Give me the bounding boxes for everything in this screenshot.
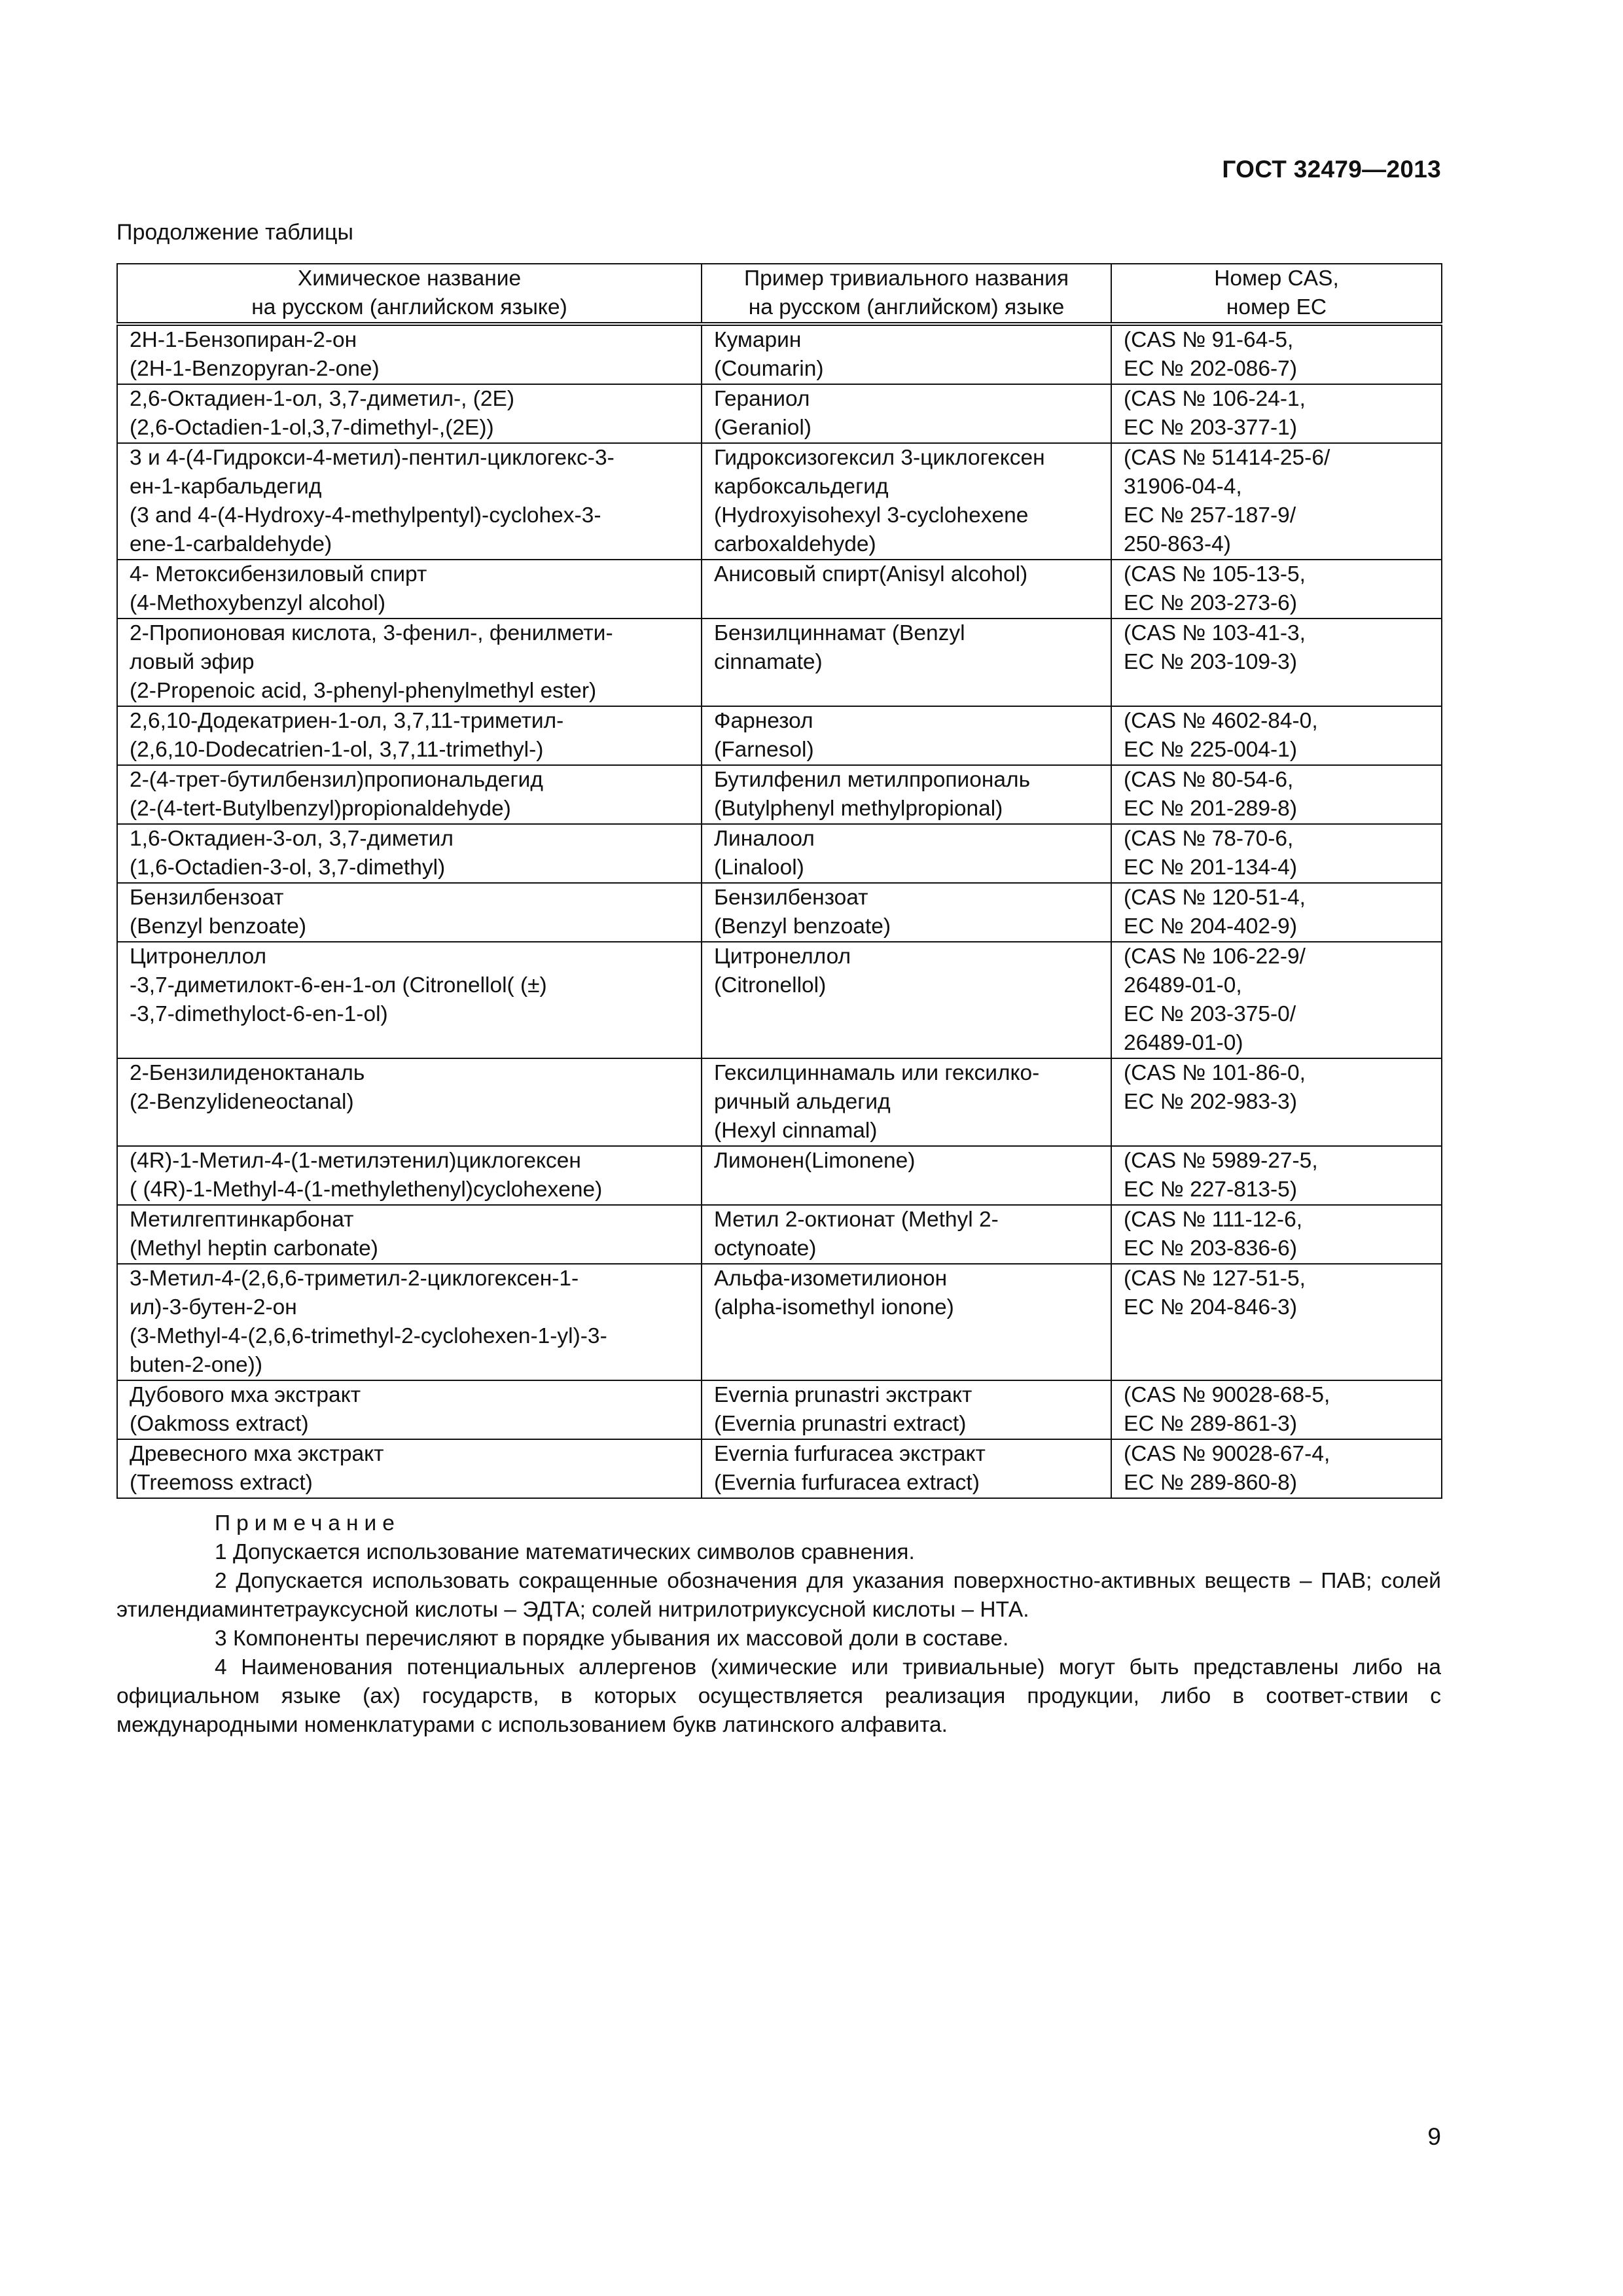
cell-line: (4R)-1-Метил-4-(1-метилэтенил)циклогексен [130,1149,581,1173]
table-caption: Продолжение таблицы [116,220,353,245]
trivial-name-cell [702,1264,1111,1380]
cell-line: 3 и 4-(4-Гидрокси-4-метил)-пентил-циклогекс-3- [130,446,615,470]
trivial-name-cell [702,942,1111,1058]
cell-line: 4- Метоксибензиловый спирт [130,562,427,586]
chemical-name-cell [117,619,702,706]
cell-line: Анисовый спирт(Anisyl alcohol) [714,562,1028,586]
cell-line: 2,6-Октадиен-1-ол, 3,7-диметил-, (2E) [130,387,515,411]
cell-line: (Butylphenyl methylpropional) [714,797,1003,821]
cell-line: carboxaldehyde) [714,532,876,556]
cell-line: (CAS № 51414-25-6/ [1124,446,1330,470]
trivial-name-cell [702,883,1111,942]
column-header-3 [1111,264,1442,324]
trivial-name-cell [702,1146,1111,1205]
cell-line: (2-Propenoic acid, 3-phenyl-phenylmethyl ester) [130,679,597,703]
column-header-2 [702,264,1111,324]
chemical-name-cell [117,384,702,443]
table-row [117,1058,1442,1146]
cell-line: (CAS № 106-22-9/ [1124,944,1306,969]
cell-line: (CAS № 106-24-1, [1124,387,1306,411]
cas-ec-cell [1111,1146,1442,1205]
trivial-name-cell [702,1058,1111,1146]
trivial-name-cell [702,1380,1111,1439]
table-row [117,443,1442,560]
trivial-name-cell [702,324,1111,384]
cell-line: Evernia furfuracea экстракт [714,1442,986,1466]
column-header-1 [117,264,702,324]
cell-line: octynoate) [714,1236,817,1261]
cell-line: (Methyl heptin carbonate) [130,1236,378,1261]
table-row [117,1205,1442,1264]
cell-line: (Treemoss extract) [130,1471,313,1495]
cell-line: EC № 202-983-3) [1124,1090,1297,1114]
chemical-name-cell [117,443,702,560]
cell-line: (Citronellol) [714,973,827,997]
trivial-name-cell [702,560,1111,619]
cas-ec-cell [1111,619,1442,706]
chemical-name-cell [117,1205,702,1264]
note-item-4: 4 Наименования потенциальных аллергенов (химические или тривиальные) могут быть представлены либо на официальном языке (ах) государств, в которых осуществляется реализация продукции, либо в соответ-ствии с международными номенклатурами с использованием букв латинского алфавита. [116,1655,1441,1737]
cell-line: Бензилбензоат [714,886,868,910]
cell-line: (CAS № 91-64-5, [1124,328,1294,352]
notes-section [116,1509,1441,1740]
cell-line: (1,6-Octadien-3-ol, 3,7-dimethyl) [130,855,446,880]
cell-line: EC № 204-846-3) [1124,1295,1297,1319]
cell-line: (2,6,10-Dodecatrien-1-ol, 3,7,11-trimethyl-) [130,738,544,762]
table-body [117,324,1442,1498]
cell-line: Evernia prunastri экстракт [714,1383,972,1407]
cell-line: (Hydroxyisohexyl 3-cyclohexene [714,503,1029,528]
cell-line: (CAS № 101-86-0, [1124,1061,1306,1085]
cell-line: ил)-3-бутен-2-он [130,1295,297,1319]
cell-line: 2H-1-Бензопиран-2-он [130,328,357,352]
cell-line: (Coumarin) [714,357,824,381]
cas-ec-cell [1111,883,1442,942]
note-item-2: 2 Допускается использовать сокращенные обозначения для указания поверхностно-активных веществ – ПАВ; солей этилендиаминтетрауксусной кислоты – ЭДТА; солей нитрилотриуксусной кислоты – НТА. [116,1569,1441,1622]
cell-line: 2-Бензилиденоктаналь [130,1061,365,1085]
cell-line: ен-1-карбальдегид [130,475,322,499]
cell-line: Альфа-изометилионон [714,1266,948,1291]
cell-line: EC № 257-187-9/ [1124,503,1296,528]
chemical-name-cell [117,324,702,384]
cell-line: Бензилбензоат [130,886,284,910]
cell-line: (CAS № 5989-27-5, [1124,1149,1318,1173]
cell-line: Кумарин [714,328,802,352]
cell-line: Фарнезол [714,709,813,733]
cell-line: EC № 203-836-6) [1124,1236,1297,1261]
cell-line: EC № 225-004-1) [1124,738,1297,762]
cell-line: EC № 201-289-8) [1124,797,1297,821]
table-row [117,384,1442,443]
cell-line: (Farnesol) [714,738,814,762]
table-row [117,324,1442,384]
cell-line: (CAS № 111-12-6, [1124,1208,1303,1232]
header-line: Номер CAS, [1214,266,1339,291]
trivial-name-cell [702,706,1111,765]
cell-line: Лимонен(Limonene) [714,1149,916,1173]
cas-ec-cell [1111,1380,1442,1439]
cell-line: (CAS № 103-41-3, [1124,621,1306,645]
cell-line: (CAS № 78-70-6, [1124,827,1294,851]
cell-line: (2H-1-Benzopyran-2-one) [130,357,380,381]
cas-ec-cell [1111,560,1442,619]
page-number: 9 [1427,2123,1441,2150]
cell-line: 3-Метил-4-(2,6,6-триметил-2-циклогексен-1- [130,1266,579,1291]
table-row [117,1380,1442,1439]
chemical-name-cell [117,765,702,824]
chemical-name-cell [117,1380,702,1439]
cell-line: (Linalool) [714,855,804,880]
header-line: номер ЕС [1226,295,1327,319]
chemical-name-cell [117,1146,702,1205]
cell-line: -3,7-dimethyloct-6-en-1-ol) [130,1002,388,1026]
cas-ec-cell [1111,443,1442,560]
trivial-name-cell [702,765,1111,824]
cell-line: 31906-04-4, [1124,475,1242,499]
chemical-name-cell [117,942,702,1058]
cas-ec-cell [1111,824,1442,883]
table-row [117,706,1442,765]
cell-line: 26489-01-0) [1124,1031,1243,1055]
cell-line: EC № 204-402-9) [1124,914,1297,939]
notes-title: Примечание [215,1511,401,1535]
header-line: на русском (английском) языке [748,295,1065,319]
table-row [117,824,1442,883]
trivial-name-cell [702,1205,1111,1264]
cell-line: карбоксальдегид [714,475,889,499]
cas-ec-cell [1111,384,1442,443]
cell-line: (4-Methoxybenzyl alcohol) [130,591,386,615]
cell-line: (CAS № 90028-68-5, [1124,1383,1330,1407]
cell-line: (CAS № 80-54-6, [1124,768,1294,792]
cell-line: Цитронеллол [714,944,851,969]
trivial-name-cell [702,384,1111,443]
cell-line: (alpha-isomethyl ionone) [714,1295,954,1319]
table-row [117,560,1442,619]
cas-ec-cell [1111,1205,1442,1264]
table-row [117,1264,1442,1380]
header-line: Химическое название [297,266,522,291]
cell-line: Гераниол [714,387,810,411]
table-row [117,765,1442,824]
cell-line: 26489-01-0, [1124,973,1242,997]
cell-line: (Benzyl benzoate) [130,914,307,939]
cell-line: Гексилциннамаль или гексилко- [714,1061,1040,1085]
chemical-name-cell [117,560,702,619]
trivial-name-cell [702,619,1111,706]
cell-line: 1,6-Октадиен-3-ол, 3,7-диметил [130,827,454,851]
cell-line: (Oakmoss extract) [130,1412,309,1436]
cell-line: EC № 203-375-0/ [1124,1002,1296,1026]
cas-ec-cell [1111,1264,1442,1380]
header-line: Пример тривиального названия [744,266,1069,291]
cell-line: (Benzyl benzoate) [714,914,891,939]
chemical-name-cell [117,883,702,942]
cell-line: 2-(4-трет-бутилбензил)пропиональдегид [130,768,543,792]
document-code: ГОСТ 32479—2013 [1222,156,1441,183]
cell-line: Древесного мха экстракт [130,1442,384,1466]
note-item-1: 1 Допускается использование математических символов сравнения. [215,1540,915,1564]
cell-line: 2-Пропионовая кислота, 3-фенил-, фенилмети- [130,621,613,645]
cell-line: (3-Methyl-4-(2,6,6-trimethyl-2-cyclohexen-1-yl)-3- [130,1324,607,1348]
cell-line: ричный альдегид [714,1090,891,1114]
cell-line: (Geraniol) [714,416,812,440]
cell-line: ene-1-carbaldehyde) [130,532,332,556]
cas-ec-cell [1111,706,1442,765]
cell-line: Гидроксизогексил 3-циклогексен [714,446,1045,470]
cell-line: EC № 203-377-1) [1124,416,1297,440]
chemical-name-cell [117,1439,702,1498]
cell-line: EC № 201-134-4) [1124,855,1297,880]
table-row [117,1146,1442,1205]
cell-line: EC № 289-860-8) [1124,1471,1297,1495]
cell-line: (CAS № 120-51-4, [1124,886,1306,910]
trivial-name-cell [702,443,1111,560]
cell-line: (2,6-Octadien-1-ol,3,7-dimethyl-,(2E)) [130,416,494,440]
cell-line: (CAS № 4602-84-0, [1124,709,1318,733]
note-item-3: 3 Компоненты перечисляют в порядке убывания их массовой доли в составе. [215,1626,1009,1651]
cell-line: (CAS № 90028-67-4, [1124,1442,1330,1466]
cell-line: ( (4R)-1-Methyl-4-(1-methylethenyl)cyclohexene) [130,1177,603,1202]
cell-line: Бутилфенил метилпропиональ [714,768,1031,792]
trivial-name-cell [702,1439,1111,1498]
cell-line: EC № 289-861-3) [1124,1412,1297,1436]
chemical-name-cell [117,1058,702,1146]
cell-line: (2-(4-tert-Butylbenzyl)propionaldehyde) [130,797,511,821]
cell-line: 250-863-4) [1124,532,1231,556]
cell-line: EC № 227-813-5) [1124,1177,1297,1202]
cas-ec-cell [1111,942,1442,1058]
allergens-table [116,263,1442,1499]
cell-line: Дубового мха экстракт [130,1383,361,1407]
cell-line: 2,6,10-Додекатриен-1-ол, 3,7,11-триметил- [130,709,564,733]
table-row [117,619,1442,706]
table-row [117,1439,1442,1498]
cell-line: EC № 203-273-6) [1124,591,1297,615]
cell-line: buten-2-one)) [130,1353,262,1377]
cell-line: (Evernia prunastri extract) [714,1412,967,1436]
chemical-name-cell [117,706,702,765]
trivial-name-cell [702,824,1111,883]
cell-line: Бензилциннамат (Benzyl [714,621,965,645]
cell-line: EC № 203-109-3) [1124,650,1297,674]
table-header-row [117,264,1442,324]
cell-line: (Evernia furfuracea extract) [714,1471,980,1495]
cell-line: ловый эфир [130,650,255,674]
cell-line: -3,7-диметилокт-6-ен-1-ол (Citronellol( (±) [130,973,547,997]
cell-line: Метил 2-октионат (Methyl 2- [714,1208,999,1232]
cell-line: (CAS № 127-51-5, [1124,1266,1306,1291]
cell-line: (2-Benzylideneoctanal) [130,1090,354,1114]
cell-line: (Hexyl cinnamal) [714,1119,878,1143]
cas-ec-cell [1111,1439,1442,1498]
cell-line: (CAS № 105-13-5, [1124,562,1306,586]
cell-line: (3 and 4-(4-Hydroxy-4-methylpentyl)-cyclohex-3- [130,503,601,528]
header-line: на русском (английском языке) [251,295,567,319]
table-row [117,942,1442,1058]
chemical-name-cell [117,1264,702,1380]
cell-line: Линалоол [714,827,815,851]
chemical-name-cell [117,824,702,883]
table-row [117,883,1442,942]
cell-line: Метилгептинкарбонат [130,1208,354,1232]
cas-ec-cell [1111,324,1442,384]
cell-line: cinnamate) [714,650,823,674]
cell-line: Цитронеллол [130,944,267,969]
cell-line: EC № 202-086-7) [1124,357,1297,381]
cas-ec-cell [1111,1058,1442,1146]
cas-ec-cell [1111,765,1442,824]
